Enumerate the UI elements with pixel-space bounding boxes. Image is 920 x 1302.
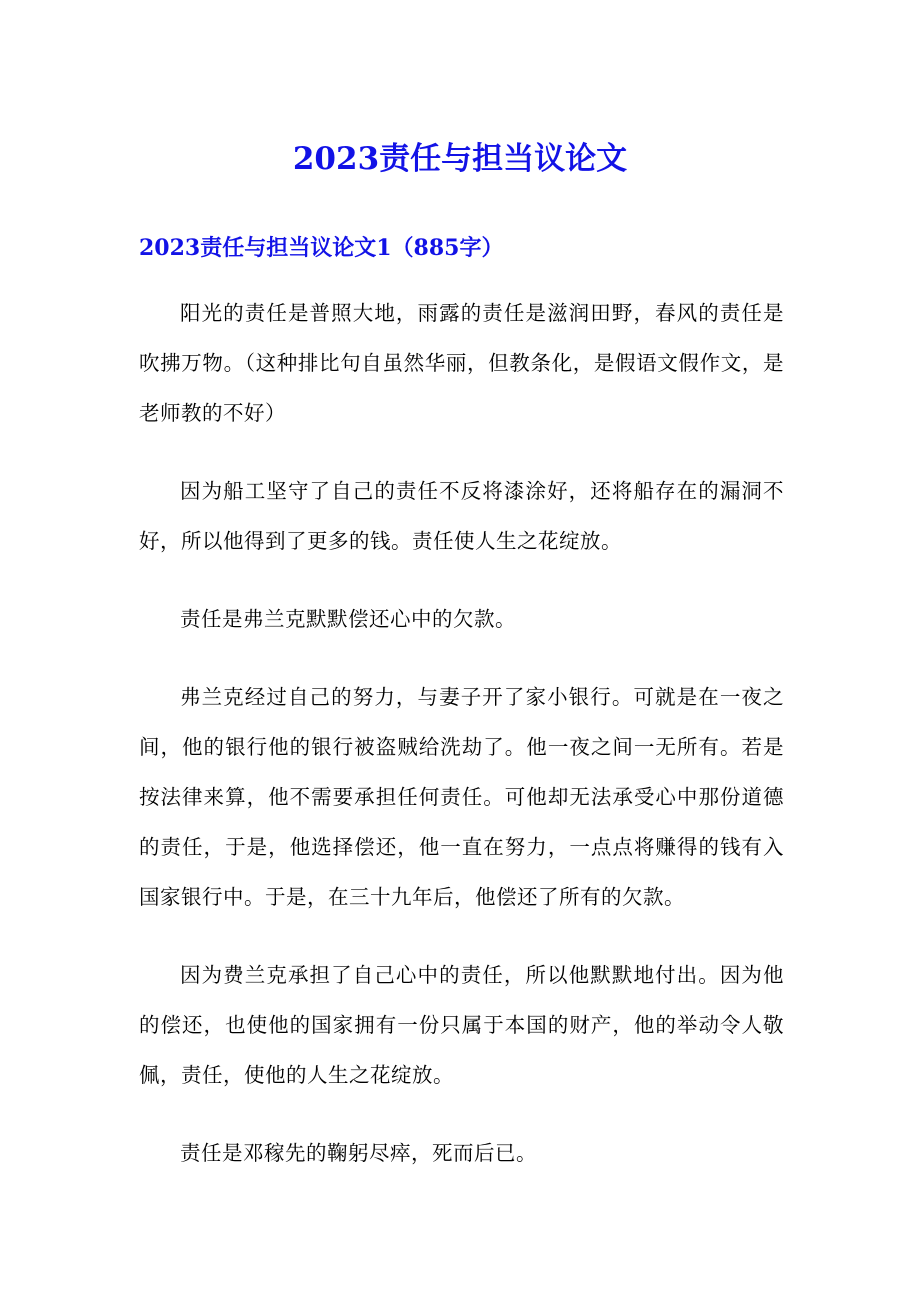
paragraph: 责任是邓稼先的鞠躬尽瘁，死而后已。 [180, 1141, 537, 1165]
paragraph: 责任是弗兰克默默偿还心中的欠款。 [180, 607, 516, 631]
body-text [139, 288, 784, 1206]
paragraph: 因为费兰克承担了自己心中的责任，所以他默默地付出。因为他的偿还，也使他的国家拥有一份只属于本国的财产，他的举动令人敬佩，责任，使他的人生之花绽放。 [139, 963, 784, 1087]
section-heading: 2023责任与担当议论文1（885字） [139, 235, 504, 261]
paragraph: 因为船工坚守了自己的责任不反将漆涂好，还将船存在的漏洞不好，所以他得到了更多的钱。责任使人生之花绽放。 [139, 479, 784, 553]
paragraph: 弗兰克经过自己的努力，与妻子开了家小银行。可就是在一夜之间，他的银行他的银行被盗贼给洗劫了。他一夜之间一无所有。若是按法律来算，他不需要承担任何责任。可他却无法承受心中那份道德的责任，于是，他选择偿还，他一直在努力，一点点将赚得的钱有入国家银行中。于是，在三十九年后，他偿还了所有的欠款。 [139, 685, 784, 909]
paragraph: 阳光的责任是普照大地，雨露的责任是滋润田野，春风的责任是吹拂万物。（这种排比句自虽然华丽，但教条化，是假语文假作文，是老师教的不好） [139, 301, 784, 425]
document-title: 2023责任与担当议论文 [292, 141, 628, 177]
